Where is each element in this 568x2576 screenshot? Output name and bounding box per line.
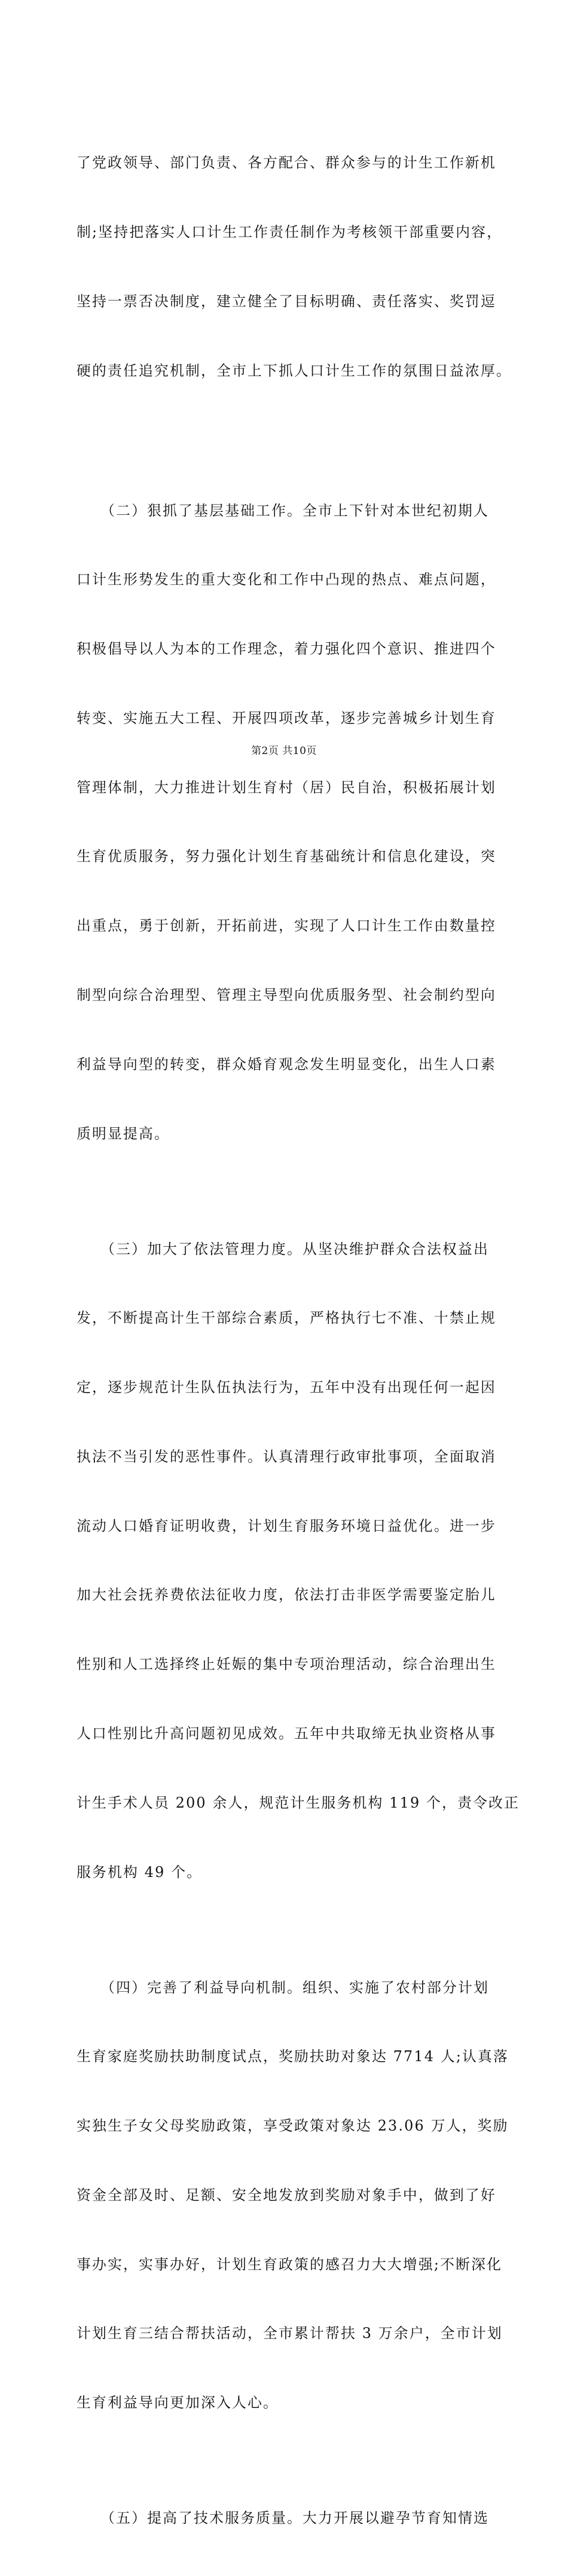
text-line: 生育利益导向更加深入人心。 [77,2394,279,2412]
text-line: 了党政领导、部门负责、各方配合、群众参与的计生工作新机 [77,154,496,172]
paragraph-technical-service [77,2461,507,2576]
text-line: 质明显提高。 [77,1125,170,1142]
text-line: 加大社会抚养费依法征收力度，依法打击非医学需要鉴定胎儿 [77,1586,496,1604]
text-line: 资金全部及时、足额、安全地发放到奖励对象手中，做到了好 [77,2186,496,2203]
text-line: 性别和人工选择终止妊娠的集中专项治理活动，综合治理出生 [77,1656,496,1673]
text-line: 发，不断提高计生干部综合素质，严格执行七不准、十禁止规 [77,1310,496,1327]
text-line: 事办实，实事办好，计划生育政策的感召力大大增强;不断深化 [77,2255,503,2273]
text-line: 生育优质服务，努力强化计划生育基础统计和信息化建设，突 [77,848,496,865]
text-line: 出重点，勇于创新，开拓前进，实现了人口计生工作由数量控 [77,917,496,935]
text-line: （五）提高了技术服务质量。大力开展以避孕节育知情选 [77,2510,490,2527]
paragraph-grassroots-work [77,453,507,1191]
text-line: 制型向综合治理型、管理主导型向优质服务型、社会制约型向 [77,986,496,1003]
text-line: 管理体制，大力推进计划生育村（居）民自治，积极拓展计划 [77,779,496,796]
text-line: 积极倡导以人为本的工作理念，着力强化四个意识、推进四个 [77,640,496,658]
text-line: 执法不当引发的恶性事件。认真清理行政审批事项，全面取消 [77,1448,496,1465]
text-line: 转变、实施五大工程、开展四项改革，逐步完善城乡计划生育 [77,709,496,727]
paragraph-incentive-mechanism [77,1930,507,2461]
text-line: 服务机构 49 个。 [77,1863,203,1881]
text-line: 定，逐步规范计生队伍执法行为，五年中没有出现任何一起因 [77,1379,496,1396]
text-line: 人口性别比升高问题初见成效。五年中共取缔无执业资格从事 [77,1725,496,1742]
text-line: （二）狠抓了基层基础工作。全市上下针对本世纪初期人 [77,502,490,519]
text-line: 坚持一票否决制度，建立健全了目标明确、责任落实、奖罚逗 [77,292,496,310]
text-line: 实独生子女父母奖励政策，享受政策对象达 23.06 万人，奖励 [77,2117,509,2135]
text-line: 流动人口婚育证明收费，计划生育服务环境日益优化。进一步 [77,1517,496,1534]
text-line: 计生手术人员 200 余人，规范计生服务机构 119 个，责令改正 [77,1794,520,1811]
text-line: 生育家庭奖励扶助制度试点，奖励扶助对象达 7714 人;认真落 [77,2048,509,2065]
paragraph-mechanism [77,105,512,428]
paragraph-spacer [77,428,507,453]
document-body [77,105,520,2576]
paragraph-legal-management [77,1191,520,1930]
text-line: （三）加大了依法管理力度。从坚决维护群众合法权益出 [77,1240,490,1258]
text-line: 制;坚持把落实人口计生工作责任制作为考核领干部重要内容， [77,223,503,240]
text-line: 计划生育三结合帮扶活动，全市累计帮扶 3 万余户，全市计划 [77,2325,503,2342]
page-footer: 第2页 共10页 [251,745,317,757]
text-line: 硬的责任追究机制，全市上下抓人口计生工作的氛围日益浓厚。 [77,362,512,379]
text-line: 口计生形势发生的重大变化和工作中凸现的热点、难点问题， [77,571,496,588]
text-line: （四）完善了利益导向机制。组织、实施了农村部分计划 [77,1979,490,1996]
text-line: 利益导向型的转变，群众婚育观念发生明显变化，出生人口素 [77,1055,496,1073]
